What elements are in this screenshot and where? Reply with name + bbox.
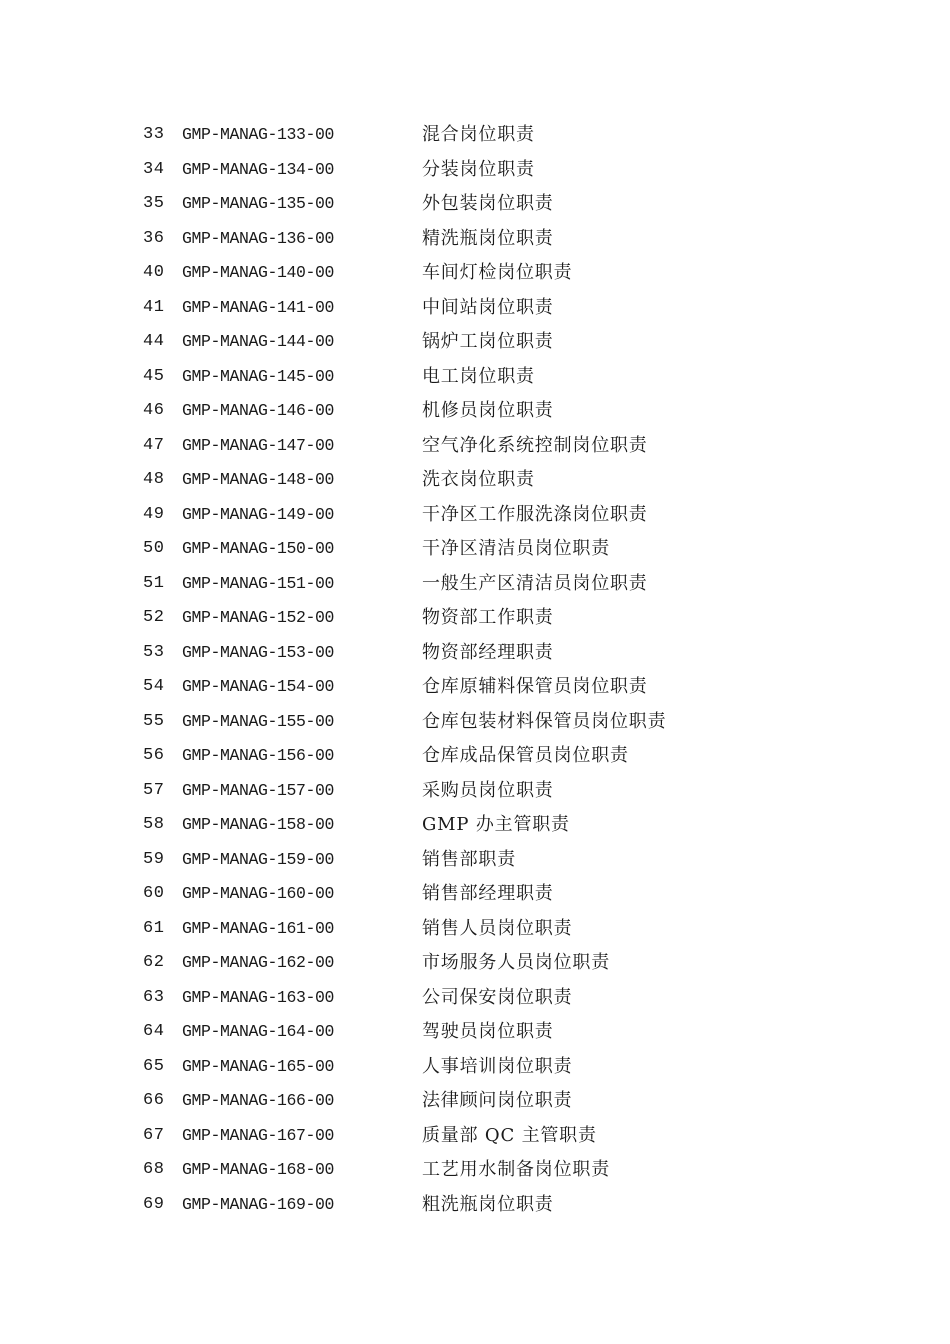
item-number: 59 (143, 849, 165, 869)
document-code: GMP-MANAG-152-00 (182, 608, 335, 627)
list-item (0, 153, 950, 188)
list-item (0, 360, 950, 395)
list-item (0, 774, 950, 809)
document-code: GMP-MANAG-158-00 (182, 815, 335, 834)
list-item (0, 187, 950, 222)
item-number: 50 (143, 539, 165, 558)
item-number: 44 (143, 332, 165, 351)
document-code: GMP-MANAG-133-00 (182, 125, 335, 144)
list-item (0, 636, 950, 671)
document-code: GMP-MANAG-141-00 (182, 297, 335, 317)
document-title: 仓库原辅料保管员岗位职责 (422, 676, 648, 697)
document-index-list (0, 118, 950, 1222)
list-item (0, 705, 950, 740)
list-item (0, 394, 950, 429)
document-title: 空气净化系统控制岗位职责 (422, 434, 648, 456)
list-item (0, 843, 950, 878)
document-code: GMP-MANAG-161-00 (182, 918, 335, 938)
list-item (0, 532, 950, 567)
document-code: GMP-MANAG-159-00 (182, 849, 335, 869)
item-number: 69 (143, 1194, 165, 1214)
item-number: 34 (143, 159, 165, 179)
document-code: GMP-MANAG-144-00 (182, 332, 335, 351)
item-number: 65 (143, 1056, 165, 1076)
item-number: 48 (143, 470, 165, 489)
item-number: 54 (143, 677, 165, 696)
list-item (0, 1084, 950, 1119)
list-item (0, 670, 950, 705)
document-title: 外包装岗位职责 (422, 193, 554, 214)
document-code: GMP-MANAG-136-00 (182, 228, 335, 248)
document-title: 驾驶员岗位职责 (422, 1021, 554, 1042)
list-item (0, 877, 950, 912)
document-title: 机修员岗位职责 (422, 400, 554, 421)
document-title: 锅炉工岗位职责 (422, 331, 554, 352)
document-title: 分装岗位职责 (422, 158, 535, 180)
document-title: 销售人员岗位职责 (422, 917, 573, 939)
document-title: 粗洗瓶岗位职责 (422, 1193, 554, 1215)
document-title: 物资部经理职责 (422, 641, 554, 663)
list-item (0, 1050, 950, 1085)
list-item (0, 463, 950, 498)
document-title: 精洗瓶岗位职责 (422, 227, 554, 249)
document-title: 仓库包装材料保管员岗位职责 (422, 710, 667, 732)
document-title: 销售部职责 (422, 848, 516, 870)
document-title: 销售部经理职责 (422, 883, 554, 904)
list-item (0, 256, 950, 291)
document-title: 干净区清洁员岗位职责 (422, 538, 610, 559)
item-number: 66 (143, 1091, 165, 1110)
document-code: GMP-MANAG-168-00 (182, 1160, 335, 1179)
item-number: 57 (143, 780, 165, 800)
item-number: 53 (143, 642, 165, 662)
list-item (0, 808, 950, 843)
document-code: GMP-MANAG-156-00 (182, 746, 335, 765)
list-item (0, 325, 950, 360)
document-code: GMP-MANAG-157-00 (182, 780, 335, 800)
document-title: 洗衣岗位职责 (422, 469, 535, 490)
document-code: GMP-MANAG-160-00 (182, 884, 335, 903)
item-number: 68 (143, 1160, 165, 1179)
item-number: 52 (143, 608, 165, 627)
document-code: GMP-MANAG-151-00 (182, 573, 335, 593)
document-code: GMP-MANAG-154-00 (182, 677, 335, 696)
document-code: GMP-MANAG-165-00 (182, 1056, 335, 1076)
list-item (0, 601, 950, 636)
document-code: GMP-MANAG-169-00 (182, 1194, 335, 1214)
document-code: GMP-MANAG-146-00 (182, 401, 335, 420)
document-title: 物资部工作职责 (422, 607, 554, 628)
item-number: 67 (143, 1125, 165, 1145)
list-item (0, 1015, 950, 1050)
item-number: 41 (143, 297, 165, 317)
document-code: GMP-MANAG-155-00 (182, 711, 335, 731)
document-code: GMP-MANAG-163-00 (182, 987, 335, 1007)
document-title: 采购员岗位职责 (422, 779, 554, 801)
list-item (0, 118, 950, 153)
list-item (0, 498, 950, 533)
item-number: 58 (143, 815, 165, 834)
list-item (0, 946, 950, 981)
item-number: 46 (143, 401, 165, 420)
list-item (0, 567, 950, 602)
list-item (0, 981, 950, 1016)
document-title: 车间灯检岗位职责 (422, 262, 573, 283)
document-title: 市场服务人员岗位职责 (422, 952, 610, 973)
item-number: 55 (143, 711, 165, 731)
list-item (0, 222, 950, 257)
item-number: 60 (143, 884, 165, 903)
document-code: GMP-MANAG-145-00 (182, 366, 335, 386)
document-code: GMP-MANAG-134-00 (182, 159, 335, 179)
document-title: 干净区工作服洗涤岗位职责 (422, 503, 648, 525)
document-title: 质量部 QC 主管职责 (422, 1124, 597, 1146)
document-title: 中间站岗位职责 (422, 296, 554, 318)
item-number: 62 (143, 953, 165, 972)
list-item (0, 912, 950, 947)
list-item (0, 429, 950, 464)
document-code: GMP-MANAG-135-00 (182, 194, 335, 213)
document-title: 混合岗位职责 (422, 124, 535, 145)
item-number: 64 (143, 1022, 165, 1041)
document-code: GMP-MANAG-153-00 (182, 642, 335, 662)
document-title: GMP 办主管职责 (422, 814, 570, 835)
item-number: 63 (143, 987, 165, 1007)
document-code: GMP-MANAG-140-00 (182, 263, 335, 282)
item-number: 51 (143, 573, 165, 593)
item-number: 35 (143, 194, 165, 213)
list-item (0, 291, 950, 326)
document-title: 人事培训岗位职责 (422, 1055, 573, 1077)
item-number: 61 (143, 918, 165, 938)
item-number: 33 (143, 125, 165, 144)
document-code: GMP-MANAG-162-00 (182, 953, 335, 972)
list-item (0, 1119, 950, 1154)
document-code: GMP-MANAG-164-00 (182, 1022, 335, 1041)
document-title: 电工岗位职责 (422, 365, 535, 387)
item-number: 47 (143, 435, 165, 455)
document-code: GMP-MANAG-149-00 (182, 504, 335, 524)
item-number: 40 (143, 263, 165, 282)
document-code: GMP-MANAG-167-00 (182, 1125, 335, 1145)
document-title: 工艺用水制备岗位职责 (422, 1159, 610, 1180)
list-item (0, 1153, 950, 1188)
item-number: 36 (143, 228, 165, 248)
document-title: 公司保安岗位职责 (422, 986, 573, 1008)
list-item (0, 739, 950, 774)
document-code: GMP-MANAG-148-00 (182, 470, 335, 489)
item-number: 45 (143, 366, 165, 386)
document-title: 一般生产区清洁员岗位职责 (422, 572, 648, 594)
list-item (0, 1188, 950, 1223)
document-code: GMP-MANAG-150-00 (182, 539, 335, 558)
document-title: 仓库成品保管员岗位职责 (422, 745, 629, 766)
document-code: GMP-MANAG-166-00 (182, 1091, 335, 1110)
item-number: 56 (143, 746, 165, 765)
item-number: 49 (143, 504, 165, 524)
document-code: GMP-MANAG-147-00 (182, 435, 335, 455)
document-title: 法律顾问岗位职责 (422, 1090, 573, 1111)
